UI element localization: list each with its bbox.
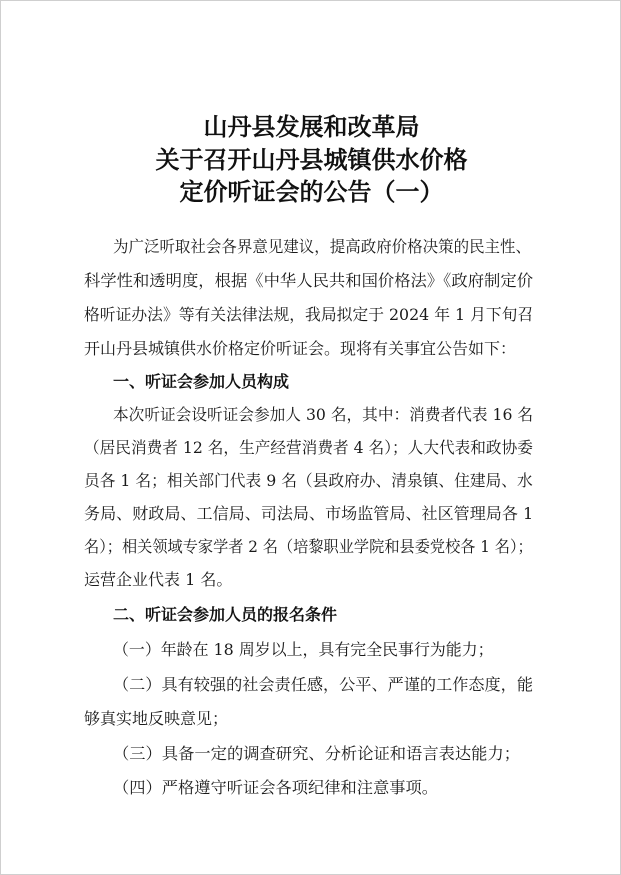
section-1-line-3: 员各 1 名；相关部门代表 9 名（县政府办、清泉镇、住建局、水 — [84, 471, 533, 490]
section-2-item-2: （二）具有较强的社会责任感，公平、严谨的工作态度，能 — [113, 675, 534, 694]
document-title-line-1: 山丹县发展和改革局 — [203, 112, 420, 141]
document-title-line-3: 定价听证会的公告（一） — [179, 177, 444, 206]
section-2-item-2-continuation: 够真实地反映意见； — [84, 709, 229, 728]
document-title-line-2: 关于召开山丹县城镇供水价格 — [155, 145, 468, 174]
section-2-item-3: （三）具备一定的调查研究、分析论证和语言表达能力； — [113, 744, 521, 763]
section-1-line-5: 名）；相关领域专家学者 2 名（培黎职业学院和县委党校各 1 名）； — [84, 537, 533, 556]
section-1-line-4: 务局、财政局、工信局、司法局、市场监管局、社区管理局各 1 — [84, 504, 534, 523]
section-2-item-4: （四）严格遵守听证会各项纪律和注意事项。 — [113, 778, 439, 797]
intro-line-1: 为广泛听取社会各界意见建议，提高政府价格决策的民主性、 — [113, 237, 532, 256]
section-1-line-2: （居民消费者 12 名，生产经营消费者 4 名）；人大代表和政协委 — [84, 438, 533, 457]
intro-line-2: 科学性和透明度，根据《中华人民共和国价格法》《政府制定价 — [84, 271, 534, 290]
intro-line-3: 格听证办法》等有关法律法规，我局拟定于 2024 年 1 月下旬召 — [84, 305, 534, 324]
section-1-line-1: 本次听证会设听证会参加人 30 名，其中：消费者代表 16 名 — [113, 405, 534, 424]
section-2-item-1: （一）年龄在 18 周岁以上，具有完全民事行为能力； — [113, 640, 494, 659]
section-2-heading: 二、听证会参加人员的报名条件 — [113, 605, 338, 624]
intro-line-4: 开山丹县城镇供水价格定价听证会。现将有关事宜公告如下： — [84, 339, 517, 358]
section-1-heading: 一、听证会参加人员构成 — [113, 372, 290, 391]
section-1-line-6: 运营企业代表 1 名。 — [84, 570, 233, 589]
